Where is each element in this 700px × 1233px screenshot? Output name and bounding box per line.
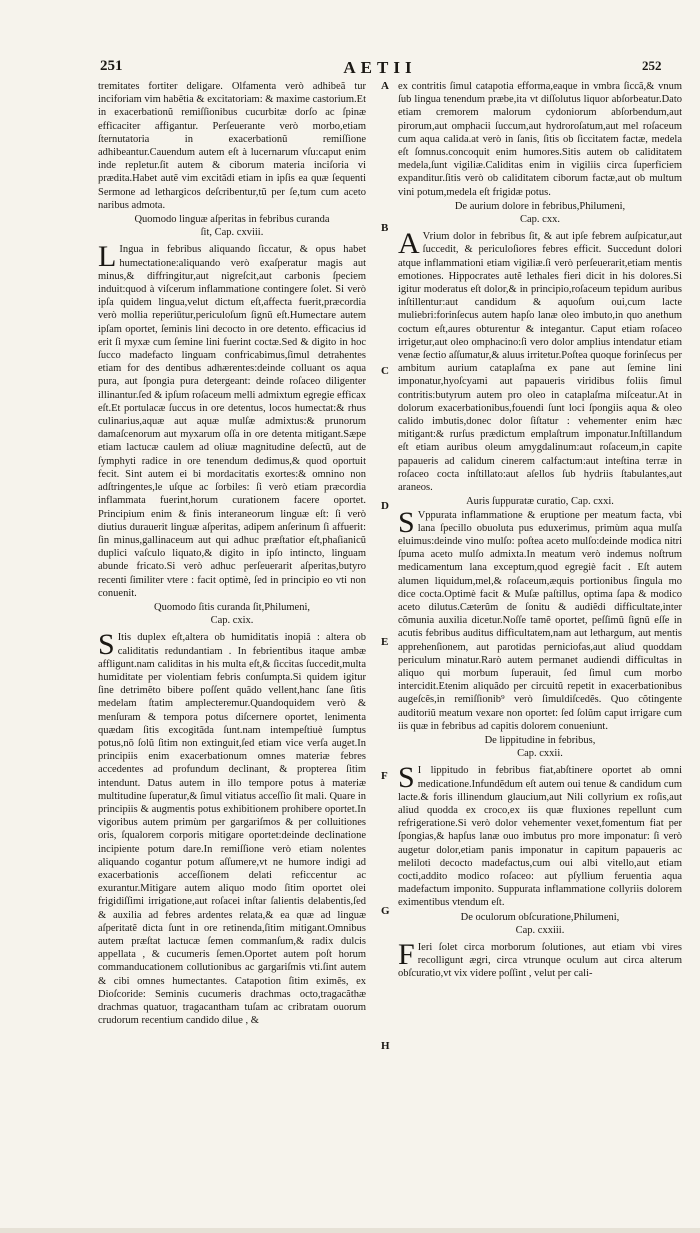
margin-letter-a: A xyxy=(381,80,389,92)
text-body: Cap. cxxii. xyxy=(517,748,563,760)
right-column-paragraph xyxy=(398,938,682,981)
text-body: Auris ſuppuratæ curatio, Cap. cxxi. xyxy=(466,496,614,508)
left-column-paragraph xyxy=(98,80,366,212)
text-body: Itis duplex eſt,altera ob humiditatis inopiã : altera ob caliditatis redundantiam . In febrientibus itaque ambæ affligunt.nam caliditas in his multa eſt,& ſiccitas ſuccedit,multa humiditate per violentiam febris conſumpta.Si quidem igitur ſine detrimẽto bibere poſſent quãdo vellent,hanc ſane ſitis medelam ſtatim amplecteremur.Quandoquidem verò & menſuram & tempora potus diſcernere oportet, lenimenta quædam ſitis excogitãda ſunt.nam intempeſtiuè ſumptus potus,nõ ſolũ ſitim non extinguit,ſed etiam vice verſa auget.In principiis enim exacerbationum omnes materiæ febres accedentes ad profundum declinant, & propterea ſitim intendunt. Datus autem in illo tempore potus à materiæ multitudine ſuperatur,& ſimul vitiatus acceſſio ſit mali. Quare in principiis & augmentis potus exhibitionem prohibere oportet.In vigoribus autem primùm per gargariſmos & per colluitiones oris, ſqualorem corporis mitigare oportet:deinde declinatione incipiente potum dare.In remiſſione verò etiam nolentes aliquando cogantur potum aſſumere,vt ne humore indigi ad exacerbationis acceſſionem delati reficcentur ac exurantur.Mitigare autem aliquo modo ſitim oportet olei frigidiſſimi irrigatione,aut roſacei inſtar ſalientis delabentis,ſed & auxilia ad febres ardentes relata,& ea quæ ad linguæ aſperitatẽ dicta ſunt in ore retinenda,ſitim mitigant.Omnibus autem præſtat lactucæ ſemen commanſum,& radix dulcis appellata , & cucumeris ſemen.Oportet autem poſt horum commanducationem collutionibus ac gargariſmis vti.ſint autem & cibi omnes humectantes. Catapotion ſitim eximẽs, ex Dioſcoride: Seminis cucumeris drachmas octo,tragacãthæ drachmas quatuor, tragacantham tuſam ac cribratam ouorum crudorum recentium candido dilue , & xyxy=(98,632,366,1027)
left-column-chapter-number xyxy=(98,226,366,239)
margin-letter-h: H xyxy=(381,1040,390,1052)
text-body: Quomodo linguæ aſperitas in febribus curanda xyxy=(134,214,330,226)
page-number-left: 251 xyxy=(100,58,123,74)
text-body: I lippitudo in febribus fiat,abſtinere oportet ab omni medicatione.Infundẽdum eſt autem oui tenue & candidum cum lacte.& foris illinendum glaucium,aut Nili collyrium ex roſis,aut aliud quodda ex croco,ex iis quæ fluxiones repellunt cum refrigeratione.Si verò dolor vehementer vexet,fomentum fiat per ſpongias,& hapſus lanæ ouo imbutus pro more imponatur: ſi verò augetur dolor,etiam panis imponatur in capitum papaueris ac meliloti decocto madefactus,cum oui albi vitello,aut etiam cocti,addito modico roſaceo: aut pſyllium feruentia aqua madefactum imponito. Suppurata inflammatione collyriis dolorem eximentibus vtendum eſt. xyxy=(398,765,682,909)
right-text-column xyxy=(398,80,682,981)
right-column-chapter-number xyxy=(398,213,682,226)
text-body: Vrium dolor in febribus ſit, & aut ipſe febrem auſpicatur,aut ſuccedit, & periculoſiores febres efficit. Succedunt dolori atque inflammationi etiam vigiliæ.ſi verò perſeuerarit,etiam mentis emotiones. Hippocrates autẽ lethales fieri dicit in his dolores.Si igitur moderatus eſt dolor,& in principio,roſaceum tepidum auribus inſtillentur:aut candidum & aquoſum oui,cum lacte muliebri:forinſecus autem hapſo lanæ oleo imbuto,in quo anethum coctum eſt,aures obturentur & integantur. Caput etiam roſaceo irrigetur,aut oleo omphacino:ſi vero dolor amplius intendatur etiam venæ ſectio aſſumatur,& aluus irritetur.Poſtea quoque forinſecus per ambitum aurium cataplaſma ex pane aut ſemine lini imponatur,hyoſcyami aut papaueris viridibus foliis ſimul contritis:butyrum autem pro oleo in cataplaſma miſceatur.At in dolorum exacerbationibus,fouendi ſunt loci ſpongiis aqua & oleo calido imbutis,donec dolor ſiſtatur : vehementer enim hæc mitigant:& rurſus prædictum emplaſtrum imponatur.Inſtillandum eſt etiam auribus oleum amygdalinum:aut roſaceum,in capite papaueris ad calidum cinerem calfactum:aut inteſtina terræ in roſaceo cocta inſtillato:aut aſellos ſub hydriis ſtabulantes,aut araneos. xyxy=(398,231,682,494)
text-body: Vppurata inflammatione & eruptione per meatum facta, vbi lana ſpecillo obuoluta pus eduxerimus, primùm aqua mulſa eluimus:deinde vino mulſo: poſtea aceto mulſo:deinde modica nitri ſpuma aceto mulſo admixta.In meatum verò indemus noſtrum medicamentum lana exceptum,quod egregiè facit . Eſt autem alumen liquidum,mel,& roſaceum,æquis portionibus ſingula mo dice cocta.Optimè facit & Muſæ paſtillus, optima ſapa & modico aceto dilutus.Cæterũm de ſonitu & audiẽdi difficultate,inter cõmunia auxilia dicetur.Noſſe tamẽ oportet, peſſimũ ſignũ eſſe in acutis febribus auditus difficultatem,nam aut lethargum, aut mentis apprehenſionem, aut parotidas perniciofas,aut aliud quoddam periculum minatur.Rarò autem permanet audiendi difficultas in aliquo qui morbum ſuperauit, ſed ſimul cum morbo intercidit.Etenim aliquãdo per circuitũ repetit in exacerbationibus augeſcẽs,in remiſſionib⁹ verò ſimuldiſcedẽs. Quo cõtingente auditoriũ meatum vexare non oportet: ſed ſolũm caput irrigare cum iis quæ in febribus ad capitis dolorem conueniunt. xyxy=(398,509,682,732)
margin-letter-b: B xyxy=(381,222,389,234)
right-column-paragraph xyxy=(398,761,682,909)
left-text-column xyxy=(98,80,366,1027)
page-edge xyxy=(0,1228,700,1233)
left-column-chapter-heading xyxy=(98,601,366,614)
left-column-chapter-number xyxy=(98,614,366,627)
text-body: Cap. cxxiii. xyxy=(515,924,565,936)
margin-letter-c: C xyxy=(381,365,389,377)
left-column-chapter-heading xyxy=(98,213,366,226)
margin-letter-g: G xyxy=(381,905,390,917)
text-body: Ieri ſolet circa morborum ſolutiones, aut etiam vbi vires recolligunt ægri, circa vtrunque oculum aut circa alterum obſcuratio,vt vix videre poſſint , velut per cali- xyxy=(398,942,682,980)
text-body: tremitates fortiter deligare. Olfamenta verò adhibeã tur inciforiam vim habẽtia & excitatoriam: & maxime castorium.Et in exacerbationũ remiſſionibus cucurbitæ dorſo ac ſpinæ efficaciter affigantur. Perſeuerante verò morbo,etiam ſternutatoria in exacerbationũ remiſſione adhibeantur.Cauendum autem eſt à lucernarum vſu:caput enim inde repletur.ſit autem & ciborum materia inciſoria vi prædita.Habet autẽ vim excitãdi etiam in ipſis ea quæ ſequenti Sermone ad lethargicos deſcribentur,tũ per ſe,tum cum aceto naribus admota. xyxy=(98,81,366,211)
page-number-right: 252 xyxy=(642,58,662,73)
right-column-chapter-heading xyxy=(398,911,682,924)
margin-letter-f: F xyxy=(381,770,388,782)
drop-cap-initial: S xyxy=(398,505,415,539)
text-body: Cap. cxx. xyxy=(520,214,560,226)
right-column-chapter-number xyxy=(398,747,682,760)
text-body: De oculorum obſcuratione,Philumeni, xyxy=(460,911,620,923)
text-body: Cap. cxix. xyxy=(210,615,254,627)
drop-cap-initial: S xyxy=(398,761,415,795)
right-column-chapter-heading xyxy=(398,200,682,213)
right-column-paragraph xyxy=(398,505,682,733)
drop-cap-initial: F xyxy=(398,938,415,971)
left-column-paragraph xyxy=(98,628,366,1027)
left-column-paragraph xyxy=(98,240,366,599)
drop-cap-initial: L xyxy=(98,240,117,274)
text-body: De lippitudine in febribus, xyxy=(484,734,596,746)
right-column-chapter-heading xyxy=(398,734,682,747)
right-column-paragraph xyxy=(398,80,682,199)
margin-letter-e: E xyxy=(381,636,389,648)
text-body: De aurium dolore in febribus,Philumeni, xyxy=(454,200,626,212)
text-body: Ingua in febribus aliquando ſiccatur, & opus habet humectatione:aliquando verò exaſperatur magis aut minus,& diffringitur,aut nigreſcit,aut carbonis ſpeciem induit:quod à viſcerum inflammatione contingere ſolet. Si verò ipſa quidem lingua,velut dictum eſt,affecta fuerit,præcordia verò mollia reperiūtur,periculoſum ſignũ eſt.Humectare autem ipſam oportet, ſeminis lini decocto in ore detento. efficacius id erit ſi myxæ cum ſemine lini fuerint coctæ.Sed & digito in hoc ſucco madefacto linguam confricabimus,ſimul detrahentes etiam for des dentibus adhærentes:deinde colluant os aqua pura, aut ſpongia pura detergeant: deinde roſaceo diligenter illinantur.ſed & ipſum roſaceum melli admixtum egregie efficax eſt.Et portulacæ ſuccus in ore detentus, locos humectat:& rhus culinarius,aquæ aut aquæ mulſæ admixtus:& prunorum damaſcenorum aut myxarum oſſa in ore detenta mitigant.Sæpe etiam lactucæ caulem ad oliuæ magnitudine deſectũ, aut de ſymphyti radice in ore tenendum dedimus,& quod oportuit fecit. Sint autem ei bi mordacitatis exortes:& omnino non adſtringentes,le uſque ac ſorbiles: ſi verò etiam præcordia inflammata fuerint,horum curationem facere oportet. Principium enim & finis interaneorum linguæ eſt: ſi verò diutius durauerit linguæ aſperitas, adipem anſerinum ſi affuerit: ſin minus,gallinaceum aut qui adhuc præſtatior eſt,phaſianicũ duplici vaſculo liquato,& digito in ipſo intincto, linguam abunde fricato.Si verò adhuc perſeuerarit aſperitas,butyro recenti ſimiliter vtere : facit optimè, ſed in principio eo vti non conuenit. xyxy=(98,244,366,599)
right-column-chapter-number xyxy=(398,924,682,937)
margin-letter-d: D xyxy=(381,500,389,512)
text-body: Quomodo ſitis curanda ſit,Philumeni, xyxy=(153,601,311,613)
drop-cap-initial: S xyxy=(98,628,115,662)
drop-cap-initial: A xyxy=(398,227,420,261)
right-column-paragraph xyxy=(398,227,682,494)
text-body: ſit, Cap. cxviii. xyxy=(200,227,264,239)
text-body: ex contritis ſimul catapotia efforma,eaque in vmbra ſiccã,& vnum ſub lingua tenendum præbe,ita vt diſſolutus liquor abſorbeatur.Dato etiam cremorem malorum cydoniorum abſorbendum,aut pirorum,aut omphacii ſuccum,aut hydroroſatum,aut mel roſaceum cum aqua calida.at verò in ſanis, ſitis ob ſiccitatem factæ, medela eſt ſomnus.concoquit enim humores.Sitis autem ob caliditatem medela,ſunt vigiliæ.Caliditas enim in vigiliis circa ſuperficiem expanditur.ſitis verò ob caliditatem ciborum factæ,aut ob multum vini potum,medela eſt frigidæ potus. xyxy=(398,81,682,198)
running-title: AETII xyxy=(343,58,417,77)
right-column-chapter-heading xyxy=(398,495,682,508)
